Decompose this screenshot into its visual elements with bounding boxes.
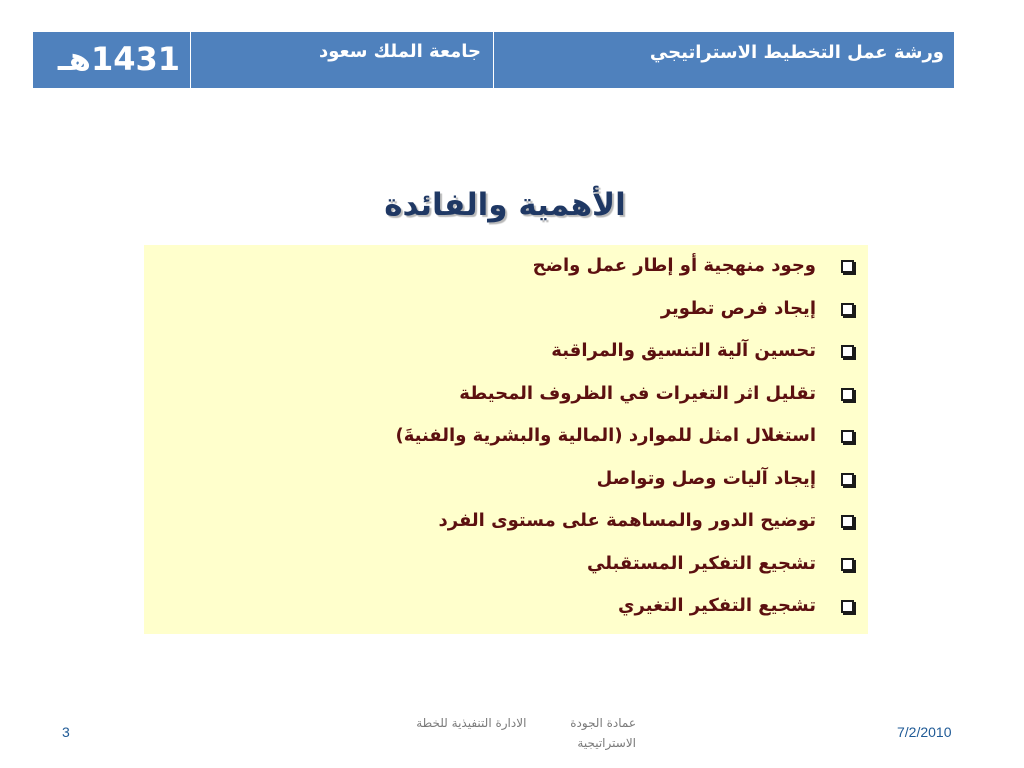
bullet-item [144, 421, 868, 464]
bullet-item [144, 379, 868, 422]
checkbox-icon [841, 260, 854, 273]
bullet-text: إيجاد آليات وصل وتواصل [596, 467, 816, 489]
footer-date: 7/2/2010 [897, 724, 952, 740]
header-workshop-title: ورشة عمل التخطيط الاستراتيجي [649, 42, 944, 63]
checkbox-icon [841, 303, 854, 316]
bullet-item [144, 549, 868, 592]
checkbox-icon [841, 345, 854, 358]
content-box [144, 245, 868, 634]
bullet-text: تحسين آلية التنسيق والمراقبة [551, 340, 816, 361]
bullet-item [144, 336, 868, 379]
checkbox-icon [841, 600, 854, 613]
header-banner [33, 32, 954, 88]
bullet-text: تشجيع التفكير التغيري [618, 595, 816, 616]
bullet-item [144, 294, 868, 337]
bullet-text: تشجيع التفكير المستقبلي [587, 552, 816, 574]
checkbox-icon [841, 430, 854, 443]
bullet-item [144, 464, 868, 507]
bullet-text: تقليل اثر التغيرات في الظروف المحيطة [459, 382, 816, 404]
checkbox-icon [841, 388, 854, 401]
bullet-text: وجود منهجية أو إطار عمل واضح [532, 255, 816, 276]
header-year: 1431هـ [57, 40, 180, 78]
header-workshop-cell [494, 32, 954, 88]
checkbox-icon [841, 558, 854, 571]
footer-center [386, 713, 636, 753]
bullet-item [144, 591, 868, 634]
bullet-list [144, 251, 868, 634]
bullet-text: توضيح الدور والمساهمة على مستوى الفرد [438, 510, 816, 531]
bullet-text: إيجاد فرص تطوير [660, 297, 816, 319]
checkbox-icon [841, 515, 854, 528]
slide-title: الأهمية والفائدة [384, 187, 626, 223]
footer-page-number: 3 [62, 724, 70, 740]
bullet-item [144, 251, 868, 294]
checkbox-icon [841, 473, 854, 486]
bullet-text: استغلال امثل للموارد (المالية والبشرية والفنيةَ) [395, 425, 816, 446]
bullet-item [144, 506, 868, 549]
header-university: جامعة الملك سعود [319, 41, 481, 62]
header-university-cell [191, 32, 494, 88]
footer-admin: الادارة التنفيذية للخطة الاستراتيجية [416, 716, 636, 750]
footer-dean: عمادة الجودة [570, 716, 636, 730]
header-year-cell [33, 32, 191, 88]
